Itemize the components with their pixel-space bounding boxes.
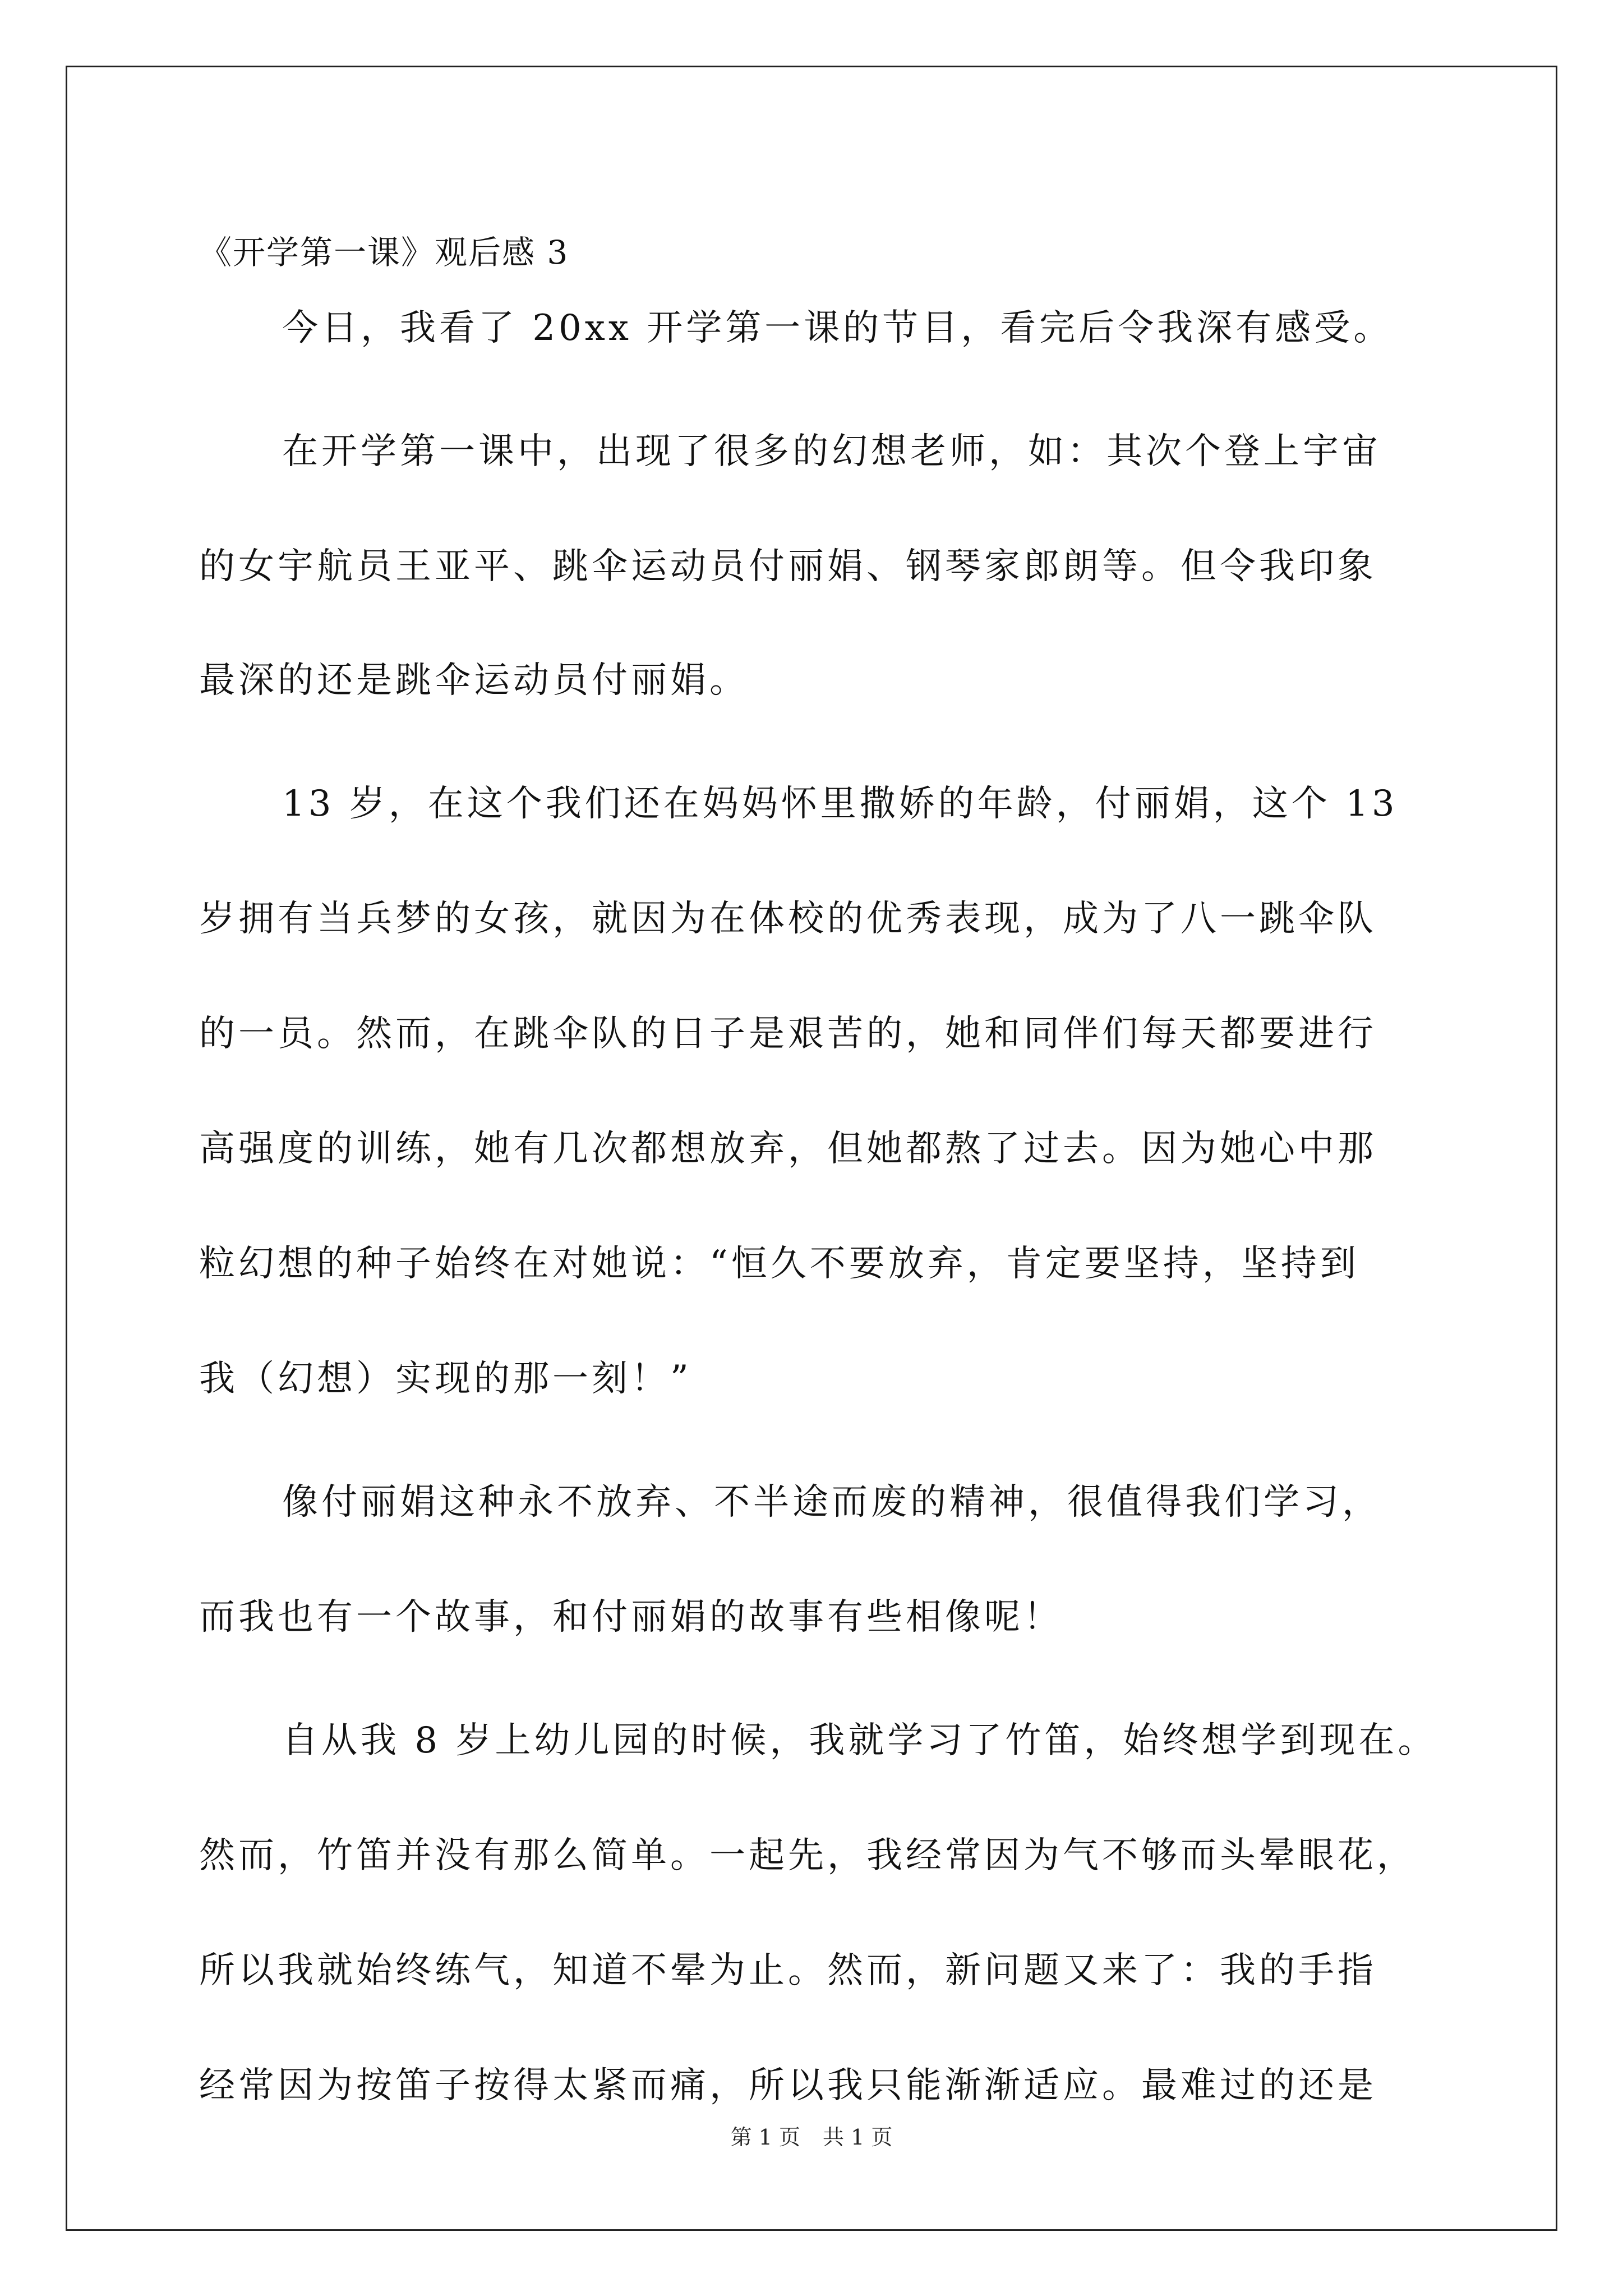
paragraph-line: 今日，我看了 20xx 开学第一课的节目，看完后令我深有感受。 [282,307,1393,349]
document-title: 《开学第一课》观后感 3 [199,233,569,272]
paragraph-line: 13 岁，在这个我们还在妈妈怀里撒娇的年龄，付丽娟，这个 13 [282,783,1398,825]
paragraph-line: 最深的还是跳伞运动员付丽娟。 [199,660,749,701]
paragraph-line: 岁拥有当兵梦的女孩，就因为在体校的优秀表现，成为了八一跳伞队 [199,898,1377,940]
page-number-current: 第 1 页 [730,2125,800,2150]
paragraph-line: 高强度的训练，她有几次都想放弃，但她都熬了过去。因为她心中那 [199,1128,1377,1170]
paragraph-line: 在开学第一课中，出现了很多的幻想老师，如：其次个登上宇宙 [282,431,1381,472]
paragraph-line: 经常因为按笛子按得太紧而痛，所以我只能渐渐适应。最难过的还是 [199,2065,1377,2106]
paragraph-line: 粒幻想的种子始终在对她说：“恒久不要放弃，肯定要坚持，坚持到 [199,1243,1359,1285]
paragraph-line: 所以我就始终练气，知道不晕为止。然而，新问题又来了：我的手指 [199,1950,1377,1991]
paragraph-line: 自从我 8 岁上幼儿园的时候，我就学习了竹笛，始终想学到现在。 [282,1720,1437,1761]
paragraph-line: 的一员。然而，在跳伞队的日子是艰苦的，她和同伴们每天都要进行 [199,1013,1377,1055]
page-footer [0,2120,1623,2154]
paragraph-line: 我（幻想）实现的那一刻！” [199,1358,692,1400]
paragraph-line: 然而，竹笛并没有那么简单。一起先，我经常因为气不够而头晕眼花， [199,1835,1416,1876]
page-number-total: 共 1 页 [823,2125,893,2150]
paragraph-line: 像付丽娟这种永不放弃、不半途而废的精神，很值得我们学习， [282,1481,1381,1523]
paragraph-line: 而我也有一个故事，和付丽娟的故事有些相像呢！ [199,1596,1063,1638]
paragraph-line: 的女宇航员王亚平、跳伞运动员付丽娟、钢琴家郎朗等。但令我印象 [199,546,1377,587]
